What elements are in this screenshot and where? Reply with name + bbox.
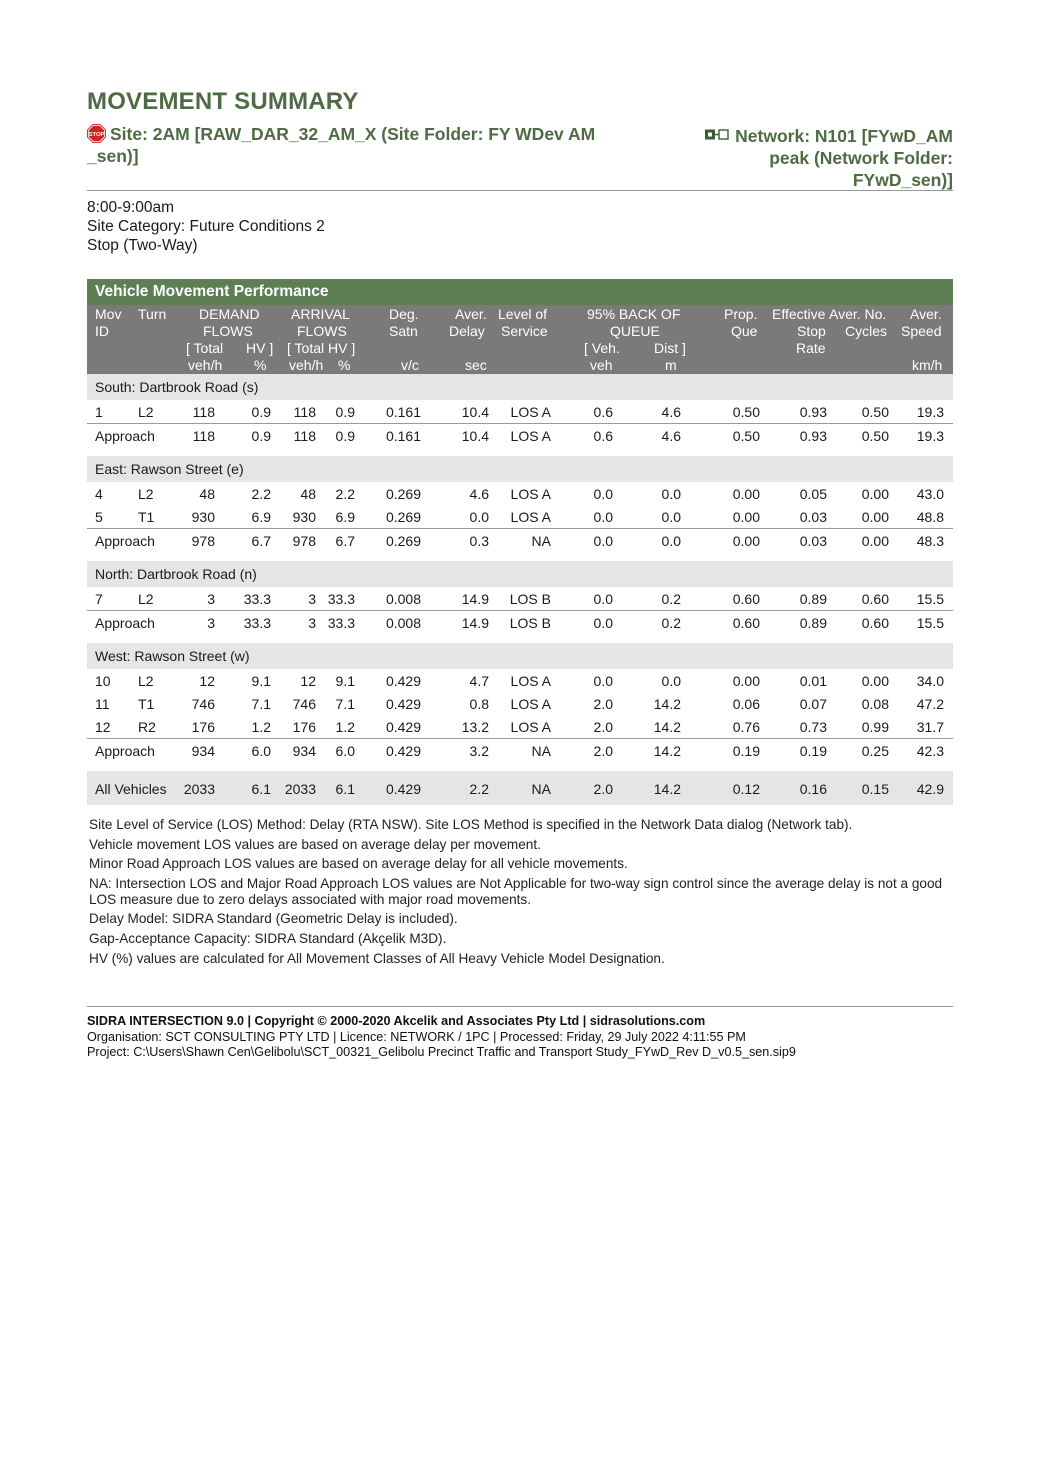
cell-deg-satn: 0.008 <box>385 591 421 607</box>
table-row <box>87 400 953 423</box>
cell-turn: L2 <box>138 486 154 502</box>
cell-arrival-hv: 9.1 <box>335 673 355 689</box>
cell-deg-satn: 0.429 <box>385 743 421 759</box>
cell-aver-delay: 0.3 <box>469 533 489 549</box>
cell-deg-satn: 0.008 <box>385 615 421 631</box>
cell-level-of-service: LOS A <box>510 509 551 525</box>
cell-arrival-total: 48 <box>300 486 316 502</box>
cell-mov: 4 <box>95 486 103 502</box>
cell-aver-no-cycles: 0.60 <box>861 615 889 631</box>
header-kmh: km/h <box>912 357 943 373</box>
cell-demand-total: 118 <box>192 428 215 444</box>
header-aver-2: Aver. <box>910 306 942 322</box>
footer-divider <box>87 1006 953 1007</box>
cell-demand-total: 3 <box>207 615 215 631</box>
header-aver: Aver. <box>455 306 487 322</box>
cell-arrival-total: 3 <box>308 615 316 631</box>
cell-turn: L2 <box>138 591 154 607</box>
cell-arrival-hv: 2.2 <box>335 486 355 502</box>
cell-demand-total: 3 <box>207 591 215 607</box>
header-arrival: ARRIVAL <box>291 306 350 322</box>
cell-demand-hv: 7.1 <box>251 696 271 712</box>
cell-level-of-service: NA <box>531 743 551 759</box>
network-heading <box>673 125 953 191</box>
cell-turn: R2 <box>138 719 156 735</box>
cell-demand-total: 2033 <box>183 781 215 797</box>
table-title: Vehicle Movement Performance <box>87 279 953 305</box>
cell-prop-que: 0.19 <box>732 743 760 759</box>
cell-queue-dist: 14.2 <box>653 781 681 797</box>
cell-arrival-total: 2033 <box>284 781 316 797</box>
cell-demand-hv: 33.3 <box>243 615 271 631</box>
header-queue: QUEUE <box>610 323 660 339</box>
cell-deg-satn: 0.429 <box>385 781 421 797</box>
cell-queue-dist: 0.0 <box>661 673 681 689</box>
approach-group-header: North: Dartbrook Road (n) <box>87 561 953 587</box>
header-delay: Delay <box>449 323 485 339</box>
all-vehicles-row <box>87 771 953 805</box>
cell-aver-speed: 47.2 <box>916 696 944 712</box>
cell-effective-stop-rate: 0.07 <box>799 696 827 712</box>
cell-arrival-total: 746 <box>292 696 316 712</box>
cell-aver-delay: 10.4 <box>461 404 489 420</box>
network-icon <box>705 129 729 141</box>
header-vehh-1: veh/h <box>188 357 223 373</box>
cell-demand-hv: 9.1 <box>251 673 271 689</box>
cell-aver-speed: 42.9 <box>916 781 944 797</box>
cell-queue-veh: 0.0 <box>593 673 613 689</box>
cell-prop-que: 0.50 <box>732 428 760 444</box>
approach-row <box>87 528 953 552</box>
cell-mov: 11 <box>95 696 110 712</box>
cell-level-of-service: LOS A <box>510 696 551 712</box>
site-meta <box>87 198 325 255</box>
cell-demand-hv: 6.1 <box>251 781 271 797</box>
footer-project: Project: C:\Users\Shawn Cen\Gelibolu\SCT_00321_Gelibolu Precinct Traffic and Transport Study_FYwD_Rev D_v0.5_sen.sip9 <box>87 1045 796 1059</box>
header-veh: veh <box>590 357 613 373</box>
cell-turn: L2 <box>138 673 154 689</box>
header-effective: Effective <box>772 306 826 322</box>
site-text: Site: 2AM [RAW_DAR_32_AM_X (Site Folder: FY WDev AM _sen)] <box>87 124 596 166</box>
cell-level-of-service: LOS A <box>510 428 551 444</box>
cell-demand-hv: 1.2 <box>251 719 271 735</box>
cell-aver-delay: 0.0 <box>469 509 489 525</box>
cell-effective-stop-rate: 0.89 <box>799 591 827 607</box>
header-demand: DEMAND <box>199 306 260 322</box>
cell-aver-no-cycles: 0.00 <box>861 486 889 502</box>
group-spacer <box>87 552 953 561</box>
cell-aver-delay: 4.7 <box>469 673 489 689</box>
cell-queue-veh: 2.0 <box>593 696 613 712</box>
site-category: Site Category: Future Conditions 2 <box>87 218 325 235</box>
approach-row <box>87 423 953 447</box>
cell-mov: 1 <box>95 404 103 420</box>
header-total-hv: [ Total HV ] <box>287 340 356 356</box>
header-sec: sec <box>465 357 487 373</box>
cell-arrival-hv: 6.9 <box>335 509 355 525</box>
cell-level-of-service: LOS A <box>510 404 551 420</box>
table-row <box>87 669 953 692</box>
approach-group-header: West: Rawson Street (w) <box>87 643 953 669</box>
cell-queue-dist: 0.0 <box>661 486 681 502</box>
cell-arrival-total: 934 <box>292 743 316 759</box>
cell-level-of-service: NA <box>531 533 551 549</box>
time-period: 8:00-9:00am <box>87 199 175 216</box>
cell-aver-no-cycles: 0.99 <box>861 719 889 735</box>
group-spacer <box>87 447 953 456</box>
cell-demand-hv: 0.9 <box>251 428 271 444</box>
cell-deg-satn: 0.429 <box>385 719 421 735</box>
cell-demand-hv: 0.9 <box>251 404 271 420</box>
cell-aver-speed: 34.0 <box>916 673 944 689</box>
header-vc: v/c <box>401 357 419 373</box>
cell-level-of-service: LOS A <box>510 673 551 689</box>
approach-row <box>87 738 953 762</box>
header-hv-close: HV ] <box>246 340 274 356</box>
cell-demand-hv: 33.3 <box>243 591 271 607</box>
cell-demand-total: 48 <box>199 486 215 502</box>
header-pct-2: % <box>338 357 351 373</box>
cell-arrival-total: 930 <box>292 509 316 525</box>
control-type: Stop (Two-Way) <box>87 237 198 254</box>
cell-prop-que: 0.06 <box>732 696 760 712</box>
header-que: Que <box>731 323 758 339</box>
cell-deg-satn: 0.429 <box>385 673 421 689</box>
cell-deg-satn: 0.161 <box>385 404 421 420</box>
cell-demand-total: 746 <box>191 696 215 712</box>
cell-arrival-total: 118 <box>293 404 316 420</box>
cell-turn: T1 <box>138 509 155 525</box>
cell-aver-no-cycles: 0.00 <box>861 509 889 525</box>
cell-level-of-service: LOS A <box>510 486 551 502</box>
cell-queue-dist: 0.2 <box>661 615 681 631</box>
network-text: Network: N101 [FYwD_AM peak (Network Folder: FYwD_sen)] <box>735 126 953 190</box>
table-row <box>87 715 953 738</box>
note-los-method: Site Level of Service (LOS) Method: Delay (RTA NSW). Site LOS Method is specified in the Network Data dialog (Network tab). <box>89 817 853 832</box>
cell-prop-que: 0.00 <box>732 533 760 549</box>
cell-mov: 10 <box>95 673 111 689</box>
cell-queue-veh: 0.0 <box>593 509 613 525</box>
cell-aver-no-cycles: 0.15 <box>861 781 889 797</box>
cell-arrival-hv: 33.3 <box>327 615 355 631</box>
header-back-of: 95% BACK OF <box>587 306 681 322</box>
cell-queue-dist: 0.2 <box>661 591 681 607</box>
cell-mov: 7 <box>95 591 103 607</box>
header-aver-no: Aver. No. <box>829 306 887 322</box>
cell-aver-speed: 43.0 <box>916 486 944 502</box>
cell-queue-veh: 0.0 <box>593 533 613 549</box>
cell-aver-delay: 2.2 <box>469 781 489 797</box>
cell-effective-stop-rate: 0.73 <box>799 719 827 735</box>
table-row <box>87 692 953 715</box>
cell-arrival-hv: 0.9 <box>335 404 355 420</box>
table-header <box>87 305 953 374</box>
table-row <box>87 505 953 528</box>
cell-queue-veh: 2.0 <box>593 719 613 735</box>
footer-copyright: SIDRA INTERSECTION 9.0 | Copyright © 2000-2020 Akcelik and Associates Pty Ltd | sidrasolutions.com <box>87 1014 706 1028</box>
cell-level-of-service: NA <box>531 781 551 797</box>
site-heading <box>87 123 647 167</box>
vehicle-movement-table <box>87 279 953 805</box>
cell-prop-que: 0.00 <box>732 673 760 689</box>
cell-aver-delay: 13.2 <box>461 719 489 735</box>
header-cycles: Cycles <box>845 323 888 339</box>
cell-arrival-hv: 6.1 <box>335 781 355 797</box>
cell-prop-que: 0.00 <box>732 486 760 502</box>
cell-effective-stop-rate: 0.16 <box>799 781 827 797</box>
cell-prop-que: 0.60 <box>732 591 760 607</box>
cell-demand-total: 12 <box>199 673 215 689</box>
cell-demand-hv: 2.2 <box>251 486 271 502</box>
cell-aver-no-cycles: 0.25 <box>861 743 889 759</box>
cell-demand-total: 176 <box>191 719 215 735</box>
header-stop: Stop <box>797 323 826 339</box>
cell-prop-que: 0.50 <box>732 404 760 420</box>
cell-prop-que: 0.12 <box>732 781 760 797</box>
cell-aver-no-cycles: 0.50 <box>861 428 889 444</box>
cell-queue-dist: 14.2 <box>653 696 681 712</box>
cell-prop-que: 0.60 <box>732 615 760 631</box>
cell-arrival-total: 12 <box>300 673 316 689</box>
cell-demand-total: 978 <box>191 533 215 549</box>
table-row <box>87 587 953 610</box>
cell-effective-stop-rate: 0.19 <box>799 743 827 759</box>
cell-deg-satn: 0.429 <box>385 696 421 712</box>
cell-effective-stop-rate: 0.93 <box>799 428 827 444</box>
cell-deg-satn: 0.269 <box>385 486 421 502</box>
header-satn: Satn <box>389 323 418 339</box>
cell-aver-speed: 19.3 <box>916 404 944 420</box>
cell-aver-delay: 14.9 <box>461 591 489 607</box>
cell-demand-total: 934 <box>191 743 215 759</box>
header-arrival-flows: FLOWS <box>297 323 347 339</box>
cell-level-of-service: LOS B <box>509 615 551 631</box>
cell-arrival-hv: 6.0 <box>335 743 355 759</box>
cell-arrival-hv: 0.9 <box>335 428 355 444</box>
cell-effective-stop-rate: 0.05 <box>799 486 827 502</box>
header-vehh-2: veh/h <box>289 357 324 373</box>
cell-queue-veh: 0.6 <box>593 404 613 420</box>
cell-queue-dist: 14.2 <box>653 743 681 759</box>
note-gap-acceptance: Gap-Acceptance Capacity: SIDRA Standard (Akçelik M3D). <box>89 930 447 946</box>
header-mov: Mov <box>95 306 122 322</box>
header-level-of: Level of <box>498 306 548 322</box>
header-service: Service <box>501 323 548 339</box>
cell-aver-speed: 19.3 <box>916 428 944 444</box>
cell-aver-speed: 15.5 <box>916 615 944 631</box>
approach-group-header: East: Rawson Street (e) <box>87 456 953 482</box>
cell-deg-satn: 0.269 <box>385 533 421 549</box>
cell-queue-veh: 0.0 <box>593 615 613 631</box>
cell-aver-delay: 14.9 <box>461 615 489 631</box>
header-speed: Speed <box>901 323 942 339</box>
cell-aver-delay: 10.4 <box>461 428 489 444</box>
cell-arrival-total: 118 <box>293 428 316 444</box>
cell-aver-no-cycles: 0.00 <box>861 533 889 549</box>
cell-aver-speed: 42.3 <box>916 743 944 759</box>
cell-demand-hv: 6.9 <box>251 509 271 525</box>
header-rate: Rate <box>796 340 826 356</box>
cell-deg-satn: 0.161 <box>385 428 421 444</box>
cell-deg-satn: 0.269 <box>385 509 421 525</box>
footer-organisation: Organisation: SCT CONSULTING PTY LTD | Licence: NETWORK / 1PC | Processed: Friday, 29 July 2022 4:11:55 PM <box>87 1029 746 1044</box>
cell-aver-no-cycles: 0.60 <box>861 591 889 607</box>
approach-row <box>87 610 953 634</box>
cell-mov: 12 <box>95 719 111 735</box>
cell-effective-stop-rate: 0.93 <box>799 404 827 420</box>
note-movement-los: Vehicle movement LOS values are based on average delay per movement. <box>89 836 541 852</box>
cell-effective-stop-rate: 0.03 <box>799 533 827 549</box>
cell-aver-speed: 48.3 <box>916 533 944 549</box>
cell-arrival-hv: 1.2 <box>335 719 355 735</box>
page-title: MOVEMENT SUMMARY <box>87 88 359 115</box>
note-na: NA: Intersection LOS and Major Road Approach LOS values are Not Applicable for two-way sign control since the average delay is not a good LOS measure due to zero delays associated with major road movements. <box>89 875 943 907</box>
stop-sign-icon <box>87 124 106 143</box>
table-body <box>87 374 953 805</box>
cell-demand-total: 118 <box>192 404 215 420</box>
cell-mov: Approach <box>95 743 155 759</box>
cell-arrival-hv: 7.1 <box>335 696 355 712</box>
cell-level-of-service: LOS A <box>510 719 551 735</box>
cell-queue-veh: 0.0 <box>593 486 613 502</box>
cell-mov: Approach <box>95 428 155 444</box>
cell-queue-veh: 0.0 <box>593 591 613 607</box>
cell-arrival-total: 176 <box>292 719 316 735</box>
cell-effective-stop-rate: 0.89 <box>799 615 827 631</box>
table-row <box>87 482 953 505</box>
header-veh-open: [ Veh. <box>584 340 620 356</box>
svg-text:STOP: STOP <box>88 131 105 138</box>
cell-turn: T1 <box>138 696 155 712</box>
cell-mov: Approach <box>95 615 155 631</box>
cell-demand-hv: 6.7 <box>251 533 271 549</box>
header-total-open: [ Total <box>186 340 224 356</box>
cell-level-of-service: LOS B <box>509 591 551 607</box>
cell-arrival-total: 978 <box>292 533 316 549</box>
header-pct-1: % <box>254 357 267 373</box>
header-prop: Prop. <box>724 306 758 322</box>
cell-demand-hv: 6.0 <box>251 743 271 759</box>
cell-aver-no-cycles: 0.08 <box>861 696 889 712</box>
cell-mov: All Vehicles <box>95 781 167 797</box>
cell-mov: Approach <box>95 533 155 549</box>
cell-mov: 5 <box>95 509 103 525</box>
header-deg: Deg. <box>389 306 419 322</box>
cell-effective-stop-rate: 0.03 <box>799 509 827 525</box>
cell-queue-veh: 0.6 <box>593 428 613 444</box>
cell-prop-que: 0.76 <box>732 719 760 735</box>
cell-queue-dist: 0.0 <box>661 509 681 525</box>
cell-effective-stop-rate: 0.01 <box>799 673 827 689</box>
cell-aver-speed: 15.5 <box>916 591 944 607</box>
cell-prop-que: 0.00 <box>732 509 760 525</box>
header-demand-flows: FLOWS <box>203 323 253 339</box>
footer <box>87 1014 796 1061</box>
cell-queue-dist: 4.6 <box>661 404 681 420</box>
cell-arrival-hv: 6.7 <box>335 533 355 549</box>
notes <box>89 817 955 970</box>
cell-aver-delay: 0.8 <box>469 696 489 712</box>
header-divider <box>87 190 953 191</box>
cell-queue-veh: 2.0 <box>593 743 613 759</box>
cell-queue-dist: 0.0 <box>661 533 681 549</box>
cell-arrival-hv: 33.3 <box>327 591 355 607</box>
cell-arrival-total: 3 <box>308 591 316 607</box>
header-dist-close: Dist ] <box>654 340 686 356</box>
cell-queue-dist: 14.2 <box>653 719 681 735</box>
cell-aver-no-cycles: 0.00 <box>861 673 889 689</box>
cell-aver-no-cycles: 0.50 <box>861 404 889 420</box>
cell-turn: L2 <box>138 404 154 420</box>
cell-aver-speed: 31.7 <box>916 719 944 735</box>
header-m: m <box>665 357 677 373</box>
header-turn: Turn <box>138 306 167 322</box>
note-minor-road: Minor Road Approach LOS values are based on average delay for all vehicle movements. <box>89 856 628 872</box>
cell-queue-dist: 4.6 <box>661 428 681 444</box>
header-id: ID <box>95 323 109 339</box>
cell-demand-total: 930 <box>191 509 215 525</box>
cell-aver-speed: 48.8 <box>916 509 944 525</box>
note-delay-model: Delay Model: SIDRA Standard (Geometric Delay is included). <box>89 911 458 927</box>
note-hv: HV (%) values are calculated for All Movement Classes of All Heavy Vehicle Model Designation. <box>89 950 665 966</box>
cell-aver-delay: 3.2 <box>469 743 489 759</box>
cell-aver-delay: 4.6 <box>469 486 489 502</box>
cell-queue-veh: 2.0 <box>593 781 613 797</box>
group-spacer <box>87 762 953 771</box>
group-spacer <box>87 634 953 643</box>
approach-group-header: South: Dartbrook Road (s) <box>87 374 953 400</box>
